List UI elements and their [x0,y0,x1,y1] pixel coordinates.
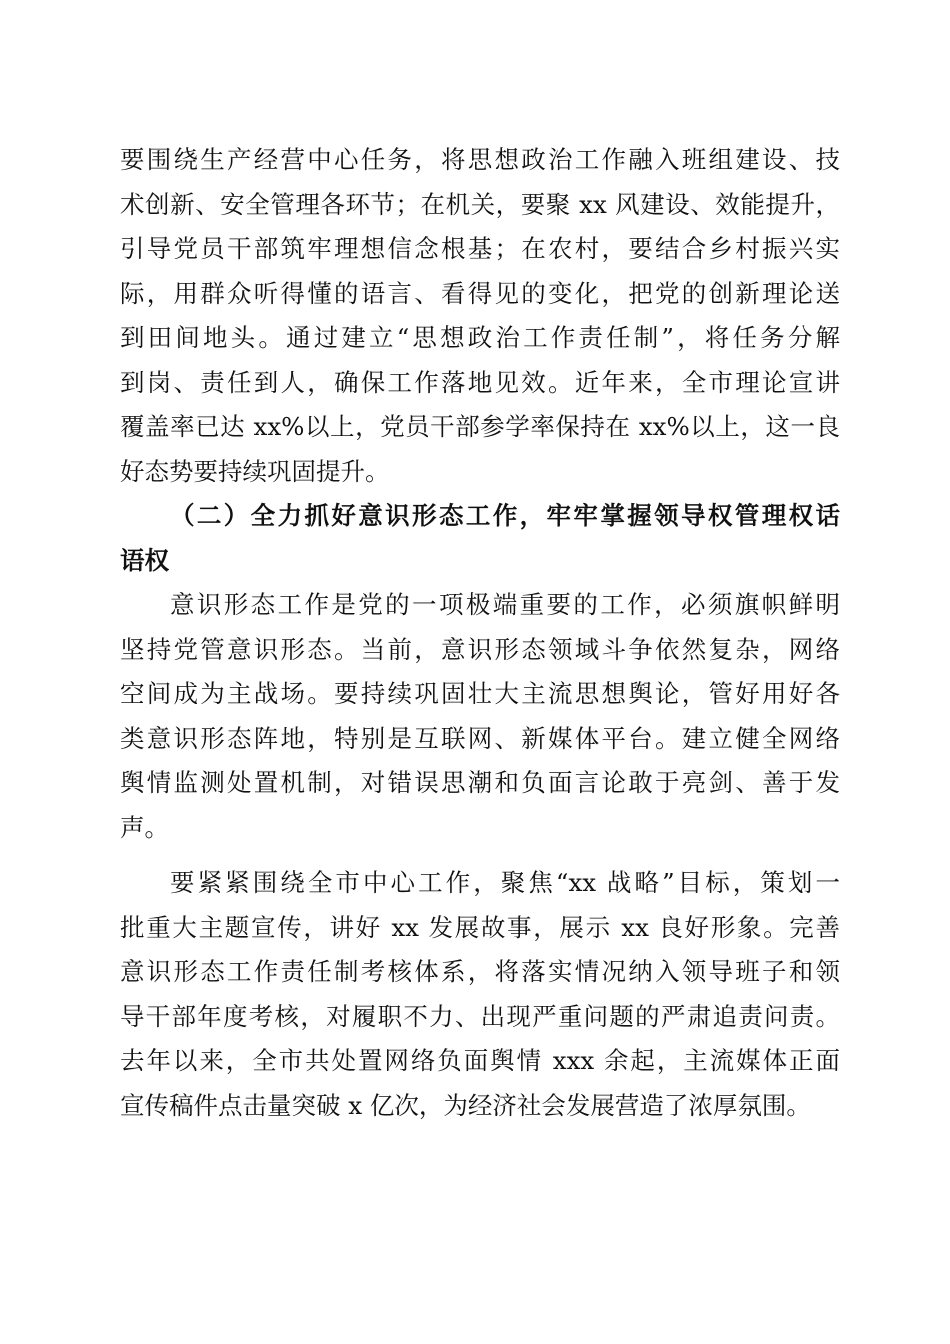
document-body [120,138,840,1128]
text-line: 引导党员干部筑牢理想信念根基；在农村，要结合乡村振兴实 [120,234,840,263]
text-line: 术创新、安全管理各环节；在机关，要聚 xx 风建设、效能提升， [120,189,840,219]
text-line: 坚持党管意识形态。当前，意识形态领域斗争依然复杂，网络 [120,634,840,664]
text-line: 意识形态工作是党的一项极端重要的工作，必须旗帜鲜明 [170,590,840,619]
paragraph-gap [120,850,840,861]
text-line: 宣传稿件点击量突破 x 亿次，为经济社会发展营造了浓厚氛围。 [120,1090,811,1120]
text-line: 到岗、责任到人，确保工作落地见效。近年来，全市理论宣讲 [120,367,840,397]
text-line: 要围绕生产经营中心任务，将思想政治工作融入班组建设、技 [120,145,840,174]
text-line: 覆盖率已达 xx%以上，党员干部参学率保持在 xx%以上，这一良 [120,412,840,441]
text-line: 舆情监测处置机制，对错误思潮和负面言论敢于亮剑、善于发 [120,768,840,797]
heading-line: 语权 [120,545,169,575]
paragraph-2 [120,583,840,850]
text-line: 批重大主题宣传，讲好 xx 发展故事，展示 xx 良好形象。完善 [120,912,840,942]
paragraph-1 [120,138,840,494]
paragraph-3 [120,861,840,1128]
text-line: 声。 [120,812,169,842]
text-line: 去年以来，全市共处置网络负面舆情 xxx 余起，主流媒体正面 [120,1046,840,1075]
section-heading-2 [120,494,840,583]
text-line: 要紧紧围绕全市中心工作，聚焦“xx 战略”目标，策划一 [170,868,840,897]
text-line: 类意识形态阵地，特别是互联网、新媒体平台。建立健全网络 [120,723,840,753]
text-line: 到田间地头。通过建立“思想政治工作责任制”，将任务分解 [120,323,840,352]
text-line: 际，用群众听得懂的语言、看得见的变化，把党的创新理论送 [120,278,840,308]
heading-line: （二）全力抓好意识形态工作，牢牢掌握领导权管理权话 [170,501,840,530]
text-line: 导干部年度考核，对履职不力、出现严重问题的严肃追责问责。 [120,1001,840,1031]
text-line: 好态势要持续巩固提升。 [120,456,390,486]
text-line: 意识形态工作责任制考核体系，将落实情况纳入领导班子和领 [120,957,840,986]
text-line: 空间成为主战场。要持续巩固壮大主流思想舆论，管好用好各 [120,679,840,708]
